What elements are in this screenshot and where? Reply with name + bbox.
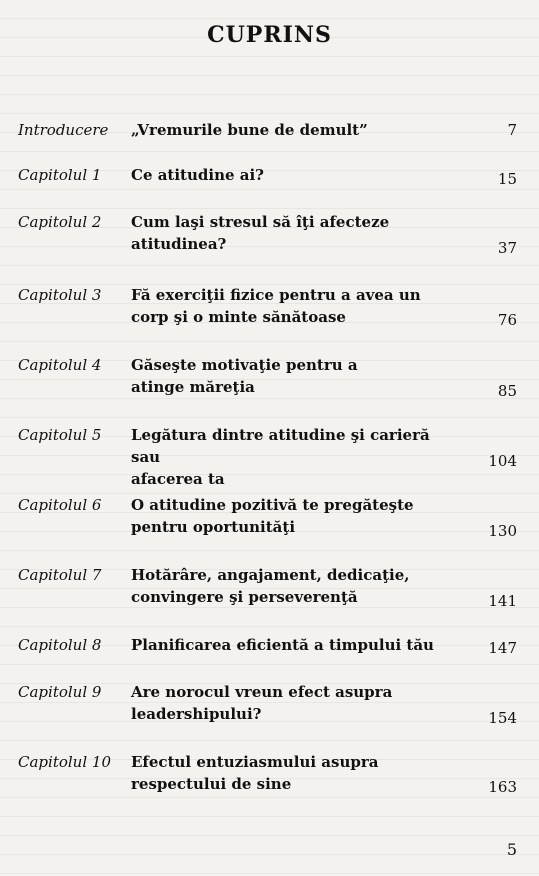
chapter-label: Capitolul 4 — [18, 356, 102, 374]
chapter-label: Capitolul 1 — [18, 166, 102, 184]
page-number: 141 — [488, 592, 517, 610]
page-number: 104 — [488, 452, 517, 470]
chapter-title — [131, 354, 461, 398]
page-number: 15 — [497, 170, 517, 188]
page-number: 154 — [488, 709, 517, 727]
chapter-label: Capitolul 8 — [18, 636, 102, 654]
chapter-title — [131, 494, 461, 538]
chapter-label: Capitolul 9 — [18, 683, 102, 701]
chapter-title-line: pentru oportunităţi — [131, 518, 296, 536]
chapter-title-line: atinge măreţia — [131, 378, 255, 396]
chapter-title-line: afacerea ta — [131, 470, 225, 488]
chapter-title — [131, 424, 461, 490]
footer-page-number: 5 — [506, 840, 517, 859]
chapter-title-line: „Vremurile bune de demult” — [131, 121, 368, 139]
chapter-title-line: Ce atitudine ai? — [131, 166, 264, 184]
page-number: 7 — [507, 121, 517, 139]
chapter-title-line: Planificarea eficientă a timpului tău — [131, 636, 434, 654]
chapter-title-line: Efectul entuziasmului asupra — [131, 753, 379, 771]
chapter-label: Capitolul 3 — [18, 286, 102, 304]
chapter-title-line: Fă exerciţii fizice pentru a avea un — [131, 286, 421, 304]
chapter-title — [131, 284, 461, 328]
chapter-label: Capitolul 2 — [18, 213, 102, 231]
chapter-label: Capitolul 5 — [18, 426, 102, 444]
chapter-title-line: Legătura dintre atitudine şi carieră sau — [131, 426, 430, 466]
chapter-label: Capitolul 7 — [18, 566, 102, 584]
chapter-title-line: Găseşte motivaţie pentru a — [131, 356, 358, 374]
page-number: 130 — [488, 522, 517, 540]
chapter-title-line: O atitudine pozitivă te pregăteşte — [131, 496, 414, 514]
chapter-title-line: Hotărâre, angajament, dedicaţie, — [131, 566, 410, 584]
page-number: 37 — [497, 239, 517, 257]
chapter-title — [131, 119, 461, 141]
page-number: 85 — [497, 382, 517, 400]
chapter-title — [131, 681, 461, 725]
chapter-label: Capitolul 10 — [18, 753, 111, 771]
chapter-title — [131, 634, 461, 656]
chapter-title — [131, 564, 461, 608]
chapter-title-line: corp şi o minte sănătoase — [131, 308, 346, 326]
chapter-title-line: Are norocul vreun efect asupra — [131, 683, 393, 701]
chapter-title — [131, 211, 461, 255]
chapter-title-line: Cum laşi stresul să îţi afecteze — [131, 213, 390, 231]
chapter-label: Introducere — [18, 121, 109, 139]
page-number: 163 — [488, 778, 517, 796]
page-title: CUPRINS — [207, 22, 332, 48]
page-number: 76 — [497, 311, 517, 329]
page-number: 147 — [488, 639, 517, 657]
chapter-title-line: atitudinea? — [131, 235, 227, 253]
chapter-title-line: leadershipului? — [131, 705, 262, 723]
chapter-title — [131, 751, 461, 795]
chapter-title-line: convingere şi perseverenţă — [131, 588, 358, 606]
chapter-label: Capitolul 6 — [18, 496, 102, 514]
chapter-title — [131, 164, 461, 186]
chapter-title-line: respectului de sine — [131, 775, 292, 793]
